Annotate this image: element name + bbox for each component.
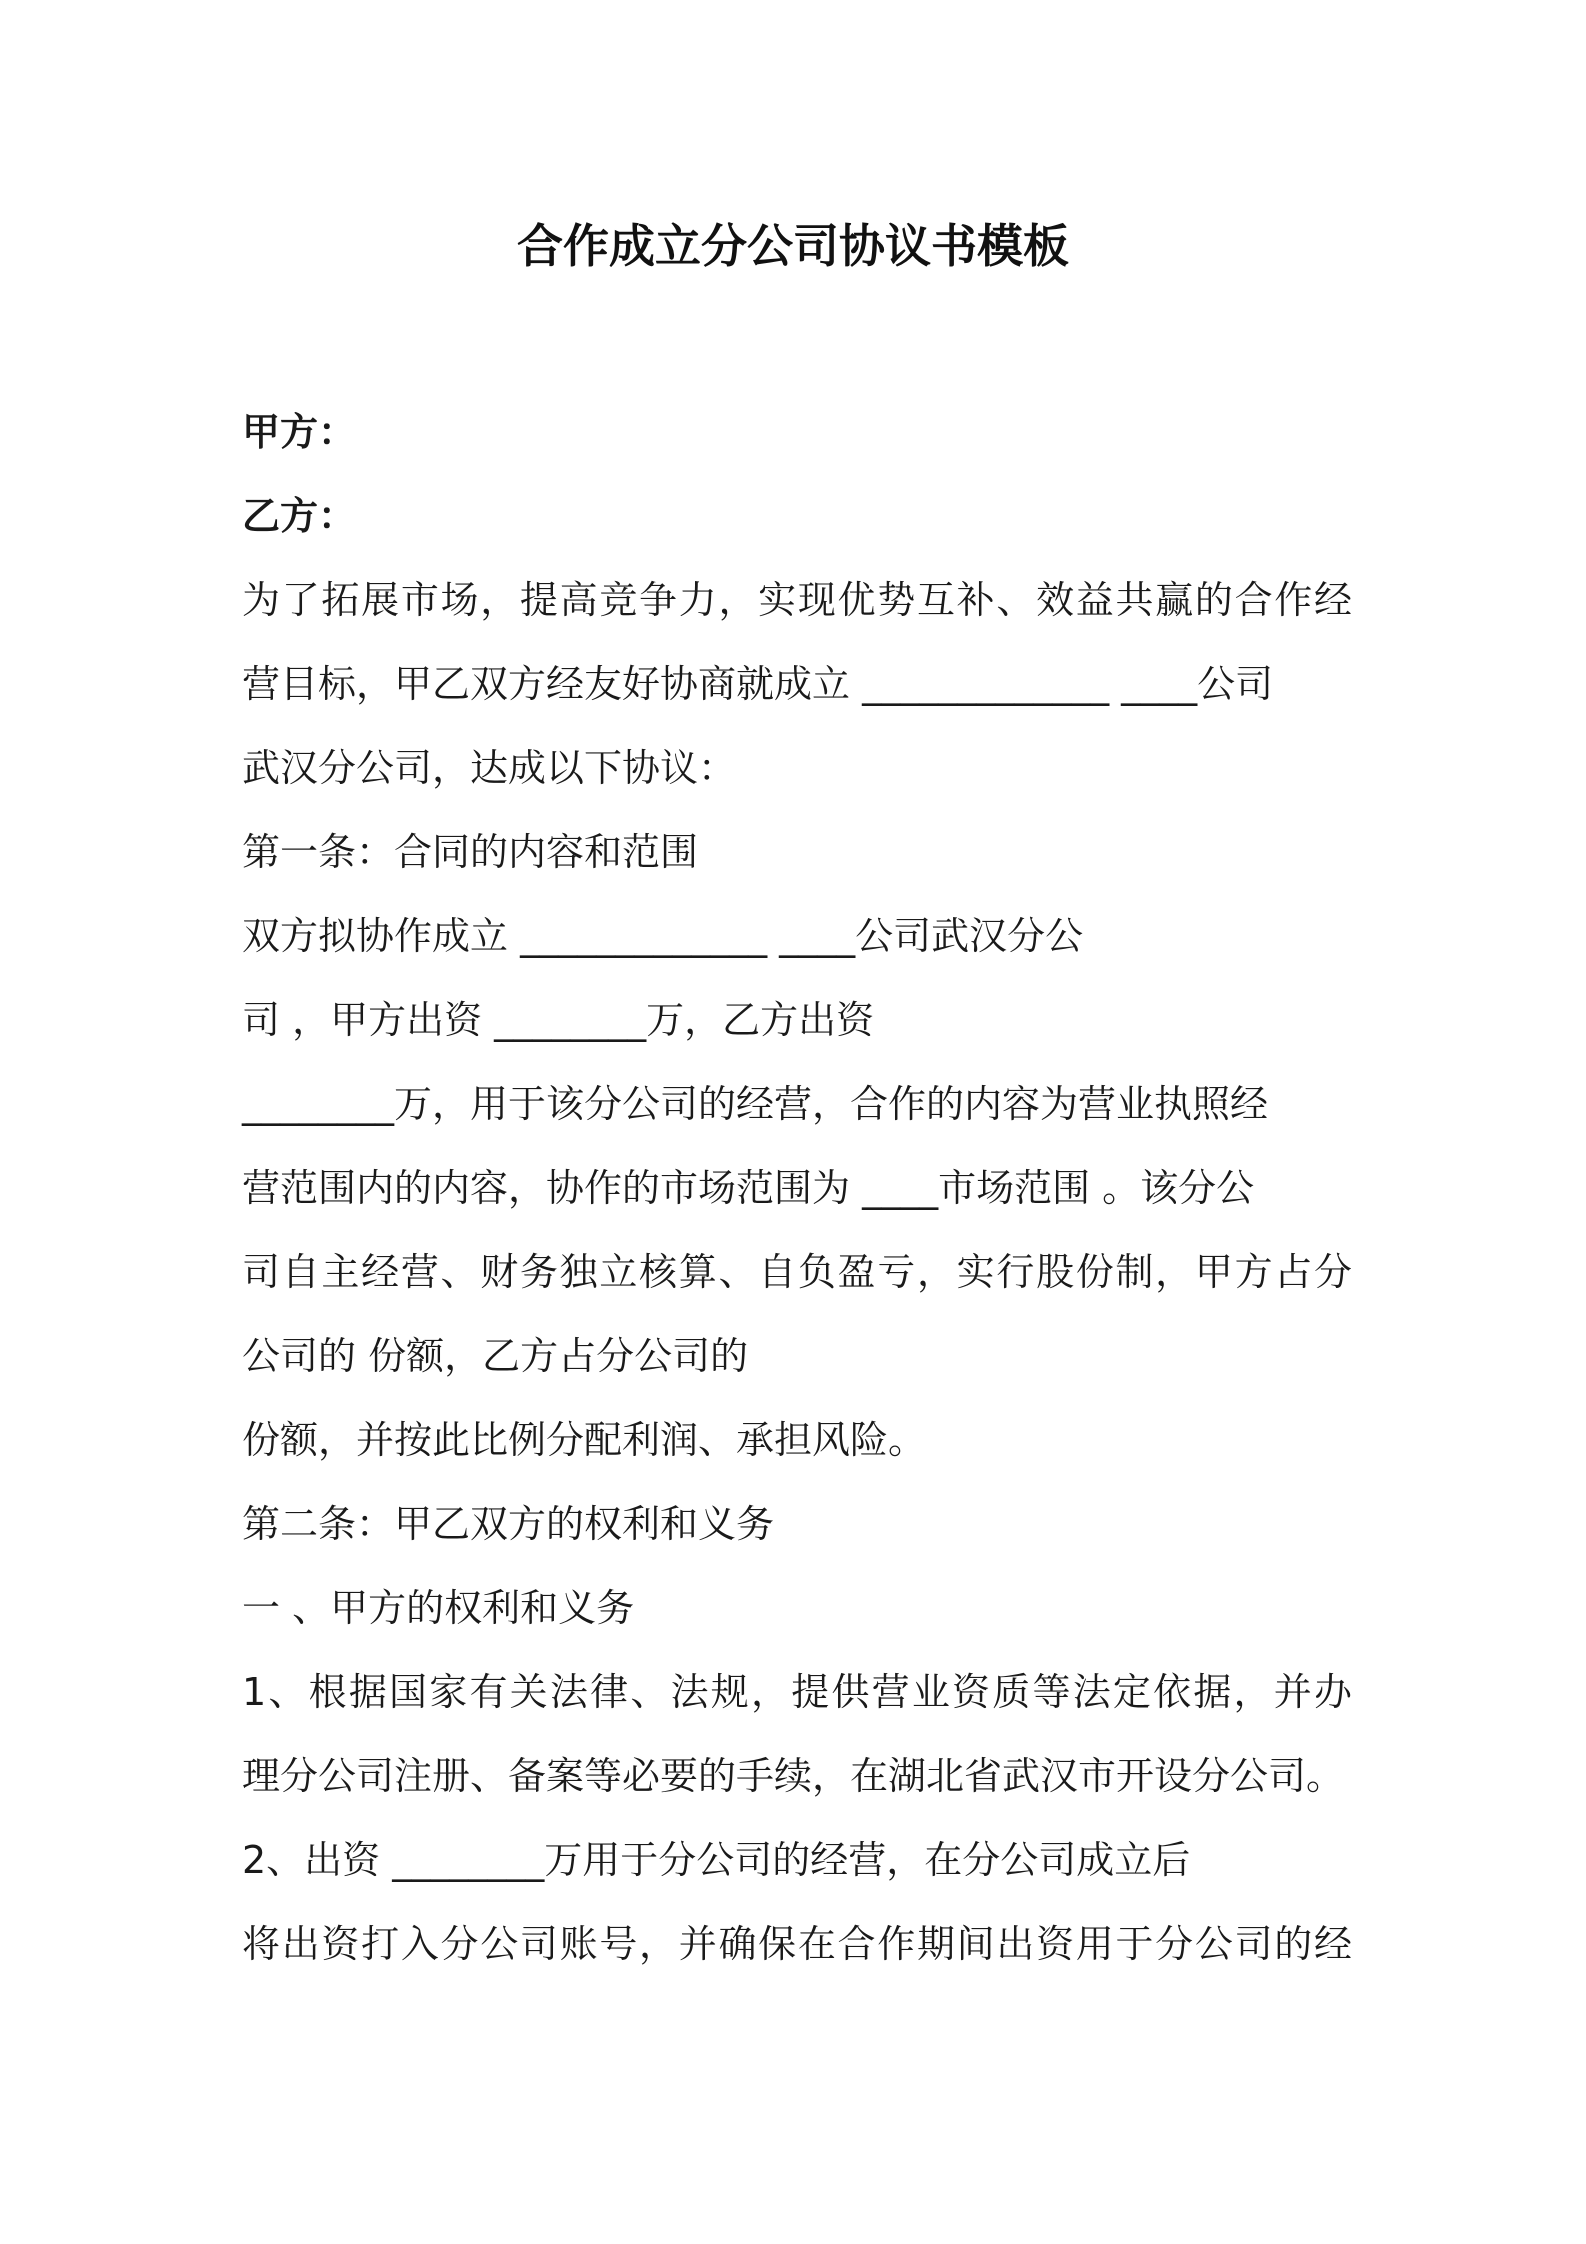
party-a-label: 甲方： (242, 410, 357, 454)
paragraph-line: 营范围内的内容，协作的市场范围为 ____市场范围 。该分公 (242, 1166, 1255, 1210)
party-b-label: 乙方： (242, 494, 357, 538)
paragraph-line: 武汉分公司，达成以下协议： (242, 746, 737, 790)
paragraph-line: 公司的 份额，乙方占分公司的 (242, 1334, 749, 1378)
paragraph-line: ________万，用于该分公司的经营，合作的内容为营业执照经 (242, 1082, 1269, 1126)
paragraph-line: 司自主经营、财务独立核算、自负盈亏，实行股份制，甲方占分 (242, 1250, 1352, 1294)
paragraph-line: 双方拟协作成立 _____________ ____公司武汉分公 (242, 914, 1084, 958)
paragraph-line: 将出资打入分公司账号，并确保在合作期间出资用于分公司的经 (242, 1922, 1352, 1966)
paragraph-line: 为了拓展市场，提高竞争力，实现优势互补、效益共赢的合作经 (242, 578, 1352, 622)
paragraph-line: 1、根据国家有关法律、法规，提供营业资质等法定依据，并办 (242, 1670, 1352, 1714)
article-heading: 第一条：合同的内容和范围 (242, 830, 699, 874)
paragraph-line: 2、出资 ________万用于分公司的经营，在分公司成立后 (242, 1838, 1191, 1882)
paragraph-line: 营目标，甲乙双方经友好协商就成立 _____________ ____公司 (242, 662, 1274, 706)
paragraph-line: 司 ，甲方出资 ________万，乙方出资 (242, 998, 875, 1042)
paragraph-line: 理分公司注册、备案等必要的手续，在湖北省武汉市开设分公司。 (242, 1754, 1345, 1798)
article-heading: 第二条：甲乙双方的权利和义务 (242, 1502, 775, 1546)
paragraph-line: 份额，并按此比例分配利润、承担风险。 (242, 1418, 927, 1462)
section-heading: 一 、甲方的权利和义务 (242, 1586, 635, 1630)
document-title: 合作成立分公司协议书模板 (517, 219, 1069, 273)
